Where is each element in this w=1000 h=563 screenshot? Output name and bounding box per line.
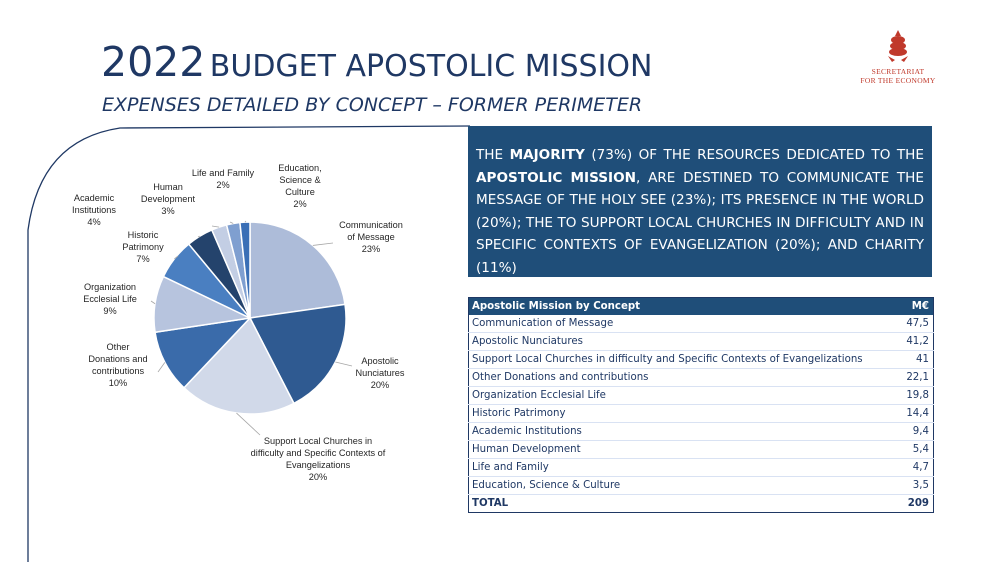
title-year: 2022 [101,38,206,86]
cell-amount: 22,1 [901,369,934,387]
table-row [469,315,934,333]
cell-amount: 41,2 [901,333,934,351]
total-label: TOTAL [469,495,901,513]
pie-slice-label: Academic Institutions 4% [72,193,116,227]
summary-part-1: THE [476,147,510,163]
cell-concept: Human Development [469,441,901,459]
pie-slice-label: Education, Science & Culture 2% [278,163,322,209]
summary-part-3: , ARE DESTINED TO COMMUNICATE THE MESSAGE OF THE HOLY SEE (23%); ITS PRESENCE IN THE WORLD (20%); THE TO SUPPORT LOCAL CHURCHES IN DIFFICULTY AND IN SPECIFIC CONTEXTS OF EVANGELIZATION (20%); AND CHARITY (11%) [476,169,924,276]
cell-amount: 5,4 [901,441,934,459]
table-row [469,369,934,387]
cell-concept: Other Donations and contributions [469,369,901,387]
cell-amount: 41 [901,351,934,369]
pie-slice [250,222,345,318]
pie-chart [0,0,470,563]
pie-leader-line [335,362,352,366]
table-row [469,351,934,369]
pie-slice-label: Historic Patrimony 7% [122,230,164,264]
pie-leader-line [313,243,333,245]
budget-table [468,297,934,513]
secretariat-logo [858,28,938,85]
total-amount: 209 [901,495,934,513]
cell-amount: 19,8 [901,387,934,405]
summary-text [476,144,924,279]
cell-amount: 14,4 [901,405,934,423]
cell-concept: Support Local Churches in difficulty and Specific Contexts of Evangelizations [469,351,901,369]
summary-part-2: (73%) OF THE RESOURCES DEDICATED TO THE [584,147,924,163]
pie-slice-label: Human Development 3% [140,182,196,216]
table-row [469,441,934,459]
header-concept: Apostolic Mission by Concept [469,298,901,316]
summary-callout [468,126,932,277]
cell-concept: Communication of Message [469,315,901,333]
table-header-row [469,298,934,316]
pie-slice-label: Communication of Message 23% [339,220,403,254]
pie-leader-line [212,226,219,227]
pie-slice-label: Life and Family 2% [191,168,255,190]
papal-crest-icon [882,28,914,62]
title-text: BUDGET APOSTOLIC MISSION [209,49,653,84]
pie-slice-label: Other Donations and contributions 10% [88,342,148,388]
page-subtitle: EXPENSES DETAILED BY CONCEPT – FORMER PERIMETER [102,94,643,116]
cell-concept: Academic Institutions [469,423,901,441]
cell-concept: Historic Patrimony [469,405,901,423]
cell-concept: Education, Science & Culture [469,477,901,495]
pie-slice-label: Support Local Churches in difficulty and Specific Contexts of Evangelizations 20% [250,436,386,482]
table-row [469,387,934,405]
table-total-row [469,495,934,513]
summary-bold-apostolic: APOSTOLIC MISSION [476,169,637,186]
logo-line-1: SECRETARIAT [871,67,925,76]
pie-leader-line [236,413,260,435]
header-amount: M€ [901,298,934,316]
logo-line-2: FOR THE ECONOMY [860,76,936,85]
cell-amount: 47,5 [901,315,934,333]
summary-bold-majority: MAJORITY [509,147,585,163]
cell-concept: Apostolic Nunciatures [469,333,901,351]
cell-amount: 9,4 [901,423,934,441]
cell-concept: Life and Family [469,459,901,477]
cell-amount: 3,5 [901,477,934,495]
cell-amount: 4,7 [901,459,934,477]
cell-concept: Organization Ecclesial Life [469,387,901,405]
table-row [469,459,934,477]
table-row [469,333,934,351]
pie-slice-label: Organization Ecclesial Life 9% [83,282,137,316]
pie-slice-label: Apostolic Nunciatures 20% [355,356,405,390]
table-row [469,477,934,495]
table-row [469,423,934,441]
pie-leader-line [158,362,165,372]
table-row [469,405,934,423]
